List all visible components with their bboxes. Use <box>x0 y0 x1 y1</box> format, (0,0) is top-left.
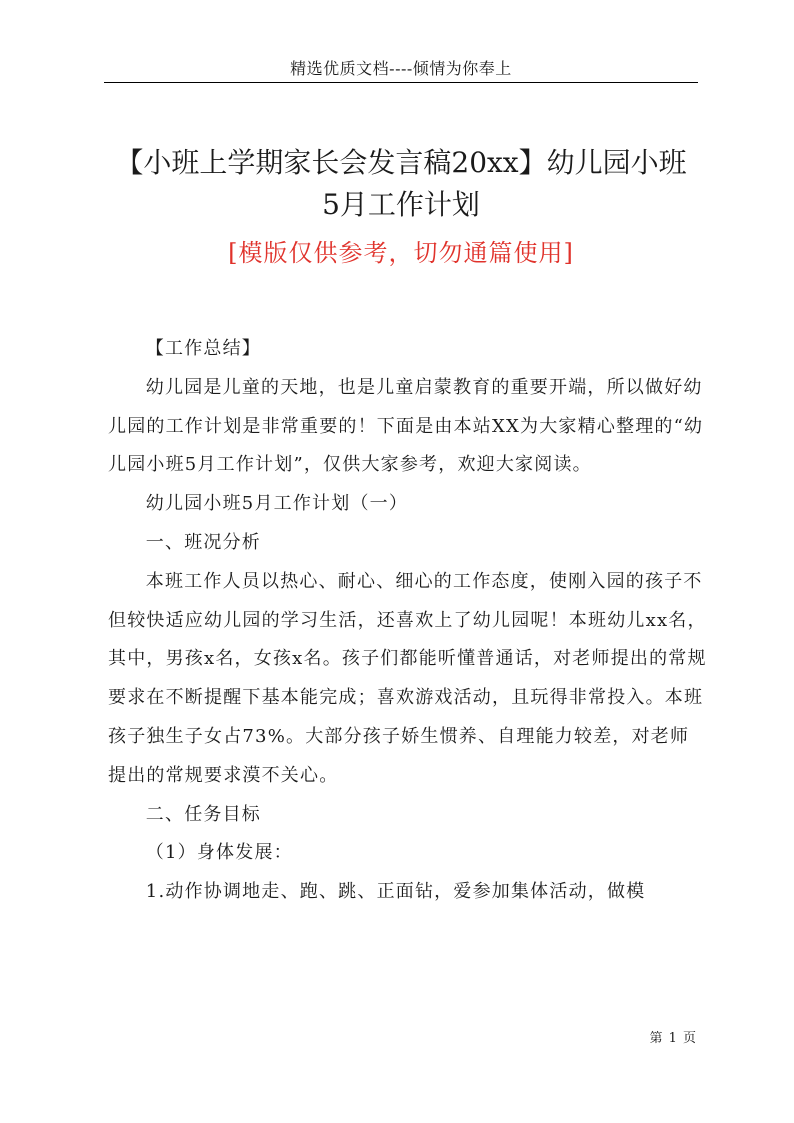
class-analysis-paragraph: 本班工作人员以热心、耐心、细心的工作态度，使刚入园的孩子不但较快适应幼儿园的学习生活，还喜欢上了幼儿园呢！本班幼儿xx名，其中，男孩x名，女孩x名。孩子们都能听懂普通话，对老师提出的常规要求在不断提醒下基本能完成；喜欢游戏活动，且玩得非常投入。本班孩子独生子女占73%。大部分孩子娇生惯养、自理能力较差，对老师提出的常规要求漠不关心。 <box>108 570 707 786</box>
section-heading-goals: 二、任务目标 <box>145 803 261 825</box>
document-subtitle: [模版仅供参考，切勿通篇使用] <box>228 239 574 267</box>
document-title <box>104 142 698 226</box>
document-title-line-2: 5月工作计划 <box>322 188 480 221</box>
intro-paragraph: 幼儿园是儿童的天地，也是儿童启蒙教育的重要开端，所以做好幼儿园的工作计划是非常重要的！下面是由本站XX为大家精心整理的“幼儿园小班5月工作计划”，仅供大家参考，欢迎大家阅读。 <box>108 376 704 476</box>
page-header: 精选优质文档----倾情为你奉上 <box>290 59 512 78</box>
subheading-physical-development: （1）身体发展： <box>145 842 293 864</box>
header-divider <box>104 82 698 83</box>
section-heading-class-analysis: 一、班况分析 <box>145 531 261 553</box>
section-heading-summary: 【工作总结】 <box>145 338 261 359</box>
plan-heading: 幼儿园小班5月工作计划（一） <box>145 493 409 515</box>
goal-item-1: 1.动作协调地走、跑、跳、正面钻，爱参加集体活动，做模 <box>145 881 646 903</box>
document-title-line-1: 【小班上学期家长会发言稿20xx】幼儿园小班 <box>115 146 687 179</box>
page-number: 第 1 页 <box>649 1031 697 1046</box>
document-body <box>108 330 708 912</box>
